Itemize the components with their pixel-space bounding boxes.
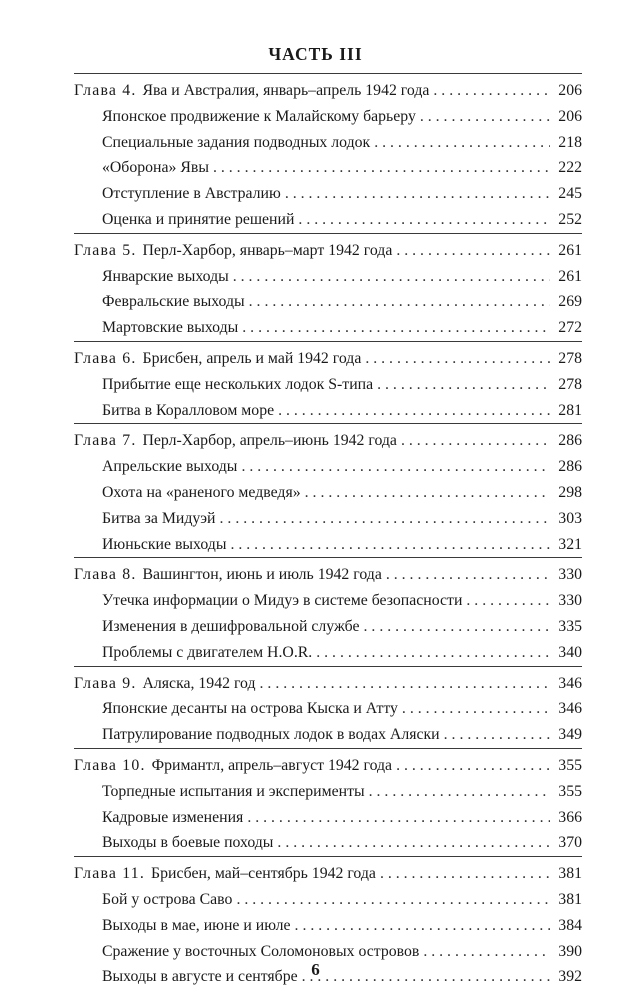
section-title: Специальные задания подводных лодок [102,133,371,151]
section-entry[interactable] [102,104,582,130]
section-title: Японские десанты на острова Кыска и Атту [102,700,398,718]
chapter-page: 381 [558,865,582,883]
section-entry[interactable] [102,264,582,290]
dot-leader [402,696,550,722]
dot-leader [278,398,550,424]
dot-leader [249,289,550,315]
chapter-title: Перл-Харбор, январь–март 1942 года [142,241,393,259]
section-page: 346 [558,700,582,718]
section-page: 278 [558,375,582,393]
table-of-contents [74,73,582,990]
dot-leader [374,130,550,156]
chapter-block-9 [74,666,582,748]
section-entry[interactable] [102,696,582,722]
section-page: 349 [558,726,582,744]
section-page: 272 [558,319,582,337]
section-entry[interactable] [102,372,582,398]
dot-leader [247,805,550,831]
chapter-entry[interactable] [74,861,582,887]
dot-leader [396,238,550,264]
dot-leader [369,779,550,805]
section-page: 286 [558,458,582,476]
section-title: Проблемы с двигателем H.O.R. [102,643,313,661]
section-title: Битва в Коралловом море [102,401,275,419]
section-entry[interactable] [102,181,582,207]
dot-leader [285,181,550,207]
dot-leader [380,861,550,887]
section-page: 222 [558,159,582,177]
section-title: Выходы в мае, июне и июле [102,916,291,934]
section-page: 303 [558,509,582,527]
dot-leader [444,722,550,748]
section-entry[interactable] [102,130,582,156]
section-title: Утечка информации о Мидуэ в системе безопасности [102,592,463,610]
chapter-entry[interactable] [74,562,582,588]
section-title: Отступление в Австралию [102,185,281,203]
section-entry[interactable] [102,532,582,558]
dot-leader [236,887,550,913]
section-page: 370 [558,834,582,852]
section-title: Мартовские выходы [102,319,239,337]
section-entry[interactable] [102,887,582,913]
dot-leader [364,614,550,640]
section-page: 366 [558,808,582,826]
section-title: Торпедные испытания и эксперименты [102,782,365,800]
dot-leader [277,830,550,856]
chapter-title: Перл-Харбор, апрель–июнь 1942 года [142,432,397,450]
chapter-page: 330 [558,566,582,584]
chapter-block-8 [74,557,582,665]
section-entry[interactable] [102,315,582,341]
section-page: 392 [558,968,582,986]
section-page: 355 [558,782,582,800]
dot-leader [295,913,550,939]
chapter-title: Брисбен, апрель и май 1942 года [142,349,362,367]
section-entry[interactable] [102,207,582,233]
section-page: 340 [558,643,582,661]
section-entry[interactable] [102,506,582,532]
chapter-number: Глава 4. [74,82,137,99]
section-title: Прибытие еще нескольких лодок S-типа [102,375,374,393]
section-page: 390 [558,942,582,960]
section-title: «Оборона» Явы [102,159,209,177]
dot-leader [242,315,550,341]
section-page: 384 [558,916,582,934]
section-title: Апрельские выходы [102,458,238,476]
section-page: 321 [558,535,582,553]
section-page: 381 [558,890,582,908]
section-page: 206 [558,107,582,125]
dot-leader [377,372,550,398]
dot-leader [433,78,550,104]
chapter-page: 278 [558,349,582,367]
section-entry[interactable] [102,779,582,805]
dot-leader [220,506,550,532]
dot-leader [420,104,550,130]
section-title: Битва за Мидуэй [102,509,216,527]
chapter-entry[interactable] [74,753,582,779]
section-page: 335 [558,617,582,635]
chapter-number: Глава 9. [74,674,137,692]
dot-leader [260,671,550,697]
section-title: Январские выходы [102,267,229,285]
chapter-block-5 [74,233,582,341]
chapter-page: 261 [558,241,582,259]
section-title: Выходы в боевые походы [102,834,274,852]
section-page: 281 [558,401,582,419]
section-title: Июньские выходы [102,535,227,553]
chapter-block-4 [74,73,582,233]
chapter-number: Глава 11. [74,865,146,883]
chapter-title: Аляска, 1942 год [142,674,256,692]
chapter-block-6 [74,341,582,423]
section-entry[interactable] [102,588,582,614]
dot-leader [386,562,550,588]
section-title: Оценка и принятие решений [102,210,295,228]
chapter-number: Глава 8. [74,566,137,584]
section-page: 269 [558,293,582,311]
chapter-block-10 [74,748,582,856]
section-title: Кадровые изменения [102,808,244,826]
section-entry[interactable] [102,913,582,939]
section-entry[interactable] [102,155,582,181]
chapter-page: 286 [558,432,582,450]
section-title: Изменения в дешифровальной службе [102,617,360,635]
section-entry[interactable] [102,480,582,506]
dot-leader [396,753,550,779]
section-page: 298 [558,483,582,501]
section-title: Выходы в августе и сентябре [102,968,298,986]
section-title: Бой у острова Саво [102,890,233,908]
dot-leader [365,346,550,372]
chapter-title: Фримантл, апрель–август 1942 года [151,756,393,774]
part-title: ЧАСТЬ III [268,44,363,64]
section-title: Сражение у восточных Соломоновых островов [102,942,420,960]
chapter-title: Вашингтон, июнь и июль 1942 года [142,566,382,584]
chapter-number: Глава 5. [74,241,137,259]
chapter-page: 346 [558,674,582,692]
chapter-number: Глава 10. [74,756,146,774]
dot-leader [401,428,550,454]
chapter-number: Глава 7. [74,432,137,450]
dot-leader [305,480,550,506]
section-title: Февральские выходы [102,293,245,311]
chapter-entry[interactable] [74,671,582,697]
page-number: 6 [311,960,320,979]
section-page: 252 [558,210,582,228]
section-title: Японское продвижение к Малайскому барьеру [102,107,416,125]
chapter-entry[interactable] [74,428,582,454]
section-entry[interactable] [102,289,582,315]
section-page: 218 [558,133,582,151]
section-title: Охота на «раненого медведя» [102,483,301,501]
chapter-entry[interactable] [74,346,582,372]
chapter-block-7 [74,423,582,557]
section-page: 245 [558,185,582,203]
section-title: Патрулирование подводных лодок в водах Аляски [102,726,440,744]
dot-leader [466,588,550,614]
chapter-number: Глава 6. [74,349,137,367]
section-entry[interactable] [102,614,582,640]
chapter-page: 206 [558,82,582,99]
chapter-entry[interactable] [74,78,582,104]
chapter-title: Брисбен, май–сентябрь 1942 года [151,865,376,883]
section-page: 330 [558,592,582,610]
chapter-page: 355 [558,756,582,774]
section-entry[interactable] [102,805,582,831]
chapter-entry[interactable] [74,238,582,264]
dot-leader [213,155,550,181]
dot-leader [298,207,550,233]
section-entry[interactable] [102,830,582,856]
section-entry[interactable] [102,722,582,748]
dot-leader [241,454,550,480]
section-entry[interactable] [102,454,582,480]
dot-leader [233,264,550,290]
dot-leader [316,640,550,666]
section-entry[interactable] [102,640,582,666]
dot-leader [230,532,550,558]
section-page: 261 [558,267,582,285]
section-entry[interactable] [102,398,582,424]
chapter-title: Ява и Австралия, январь–апрель 1942 года [142,82,430,99]
